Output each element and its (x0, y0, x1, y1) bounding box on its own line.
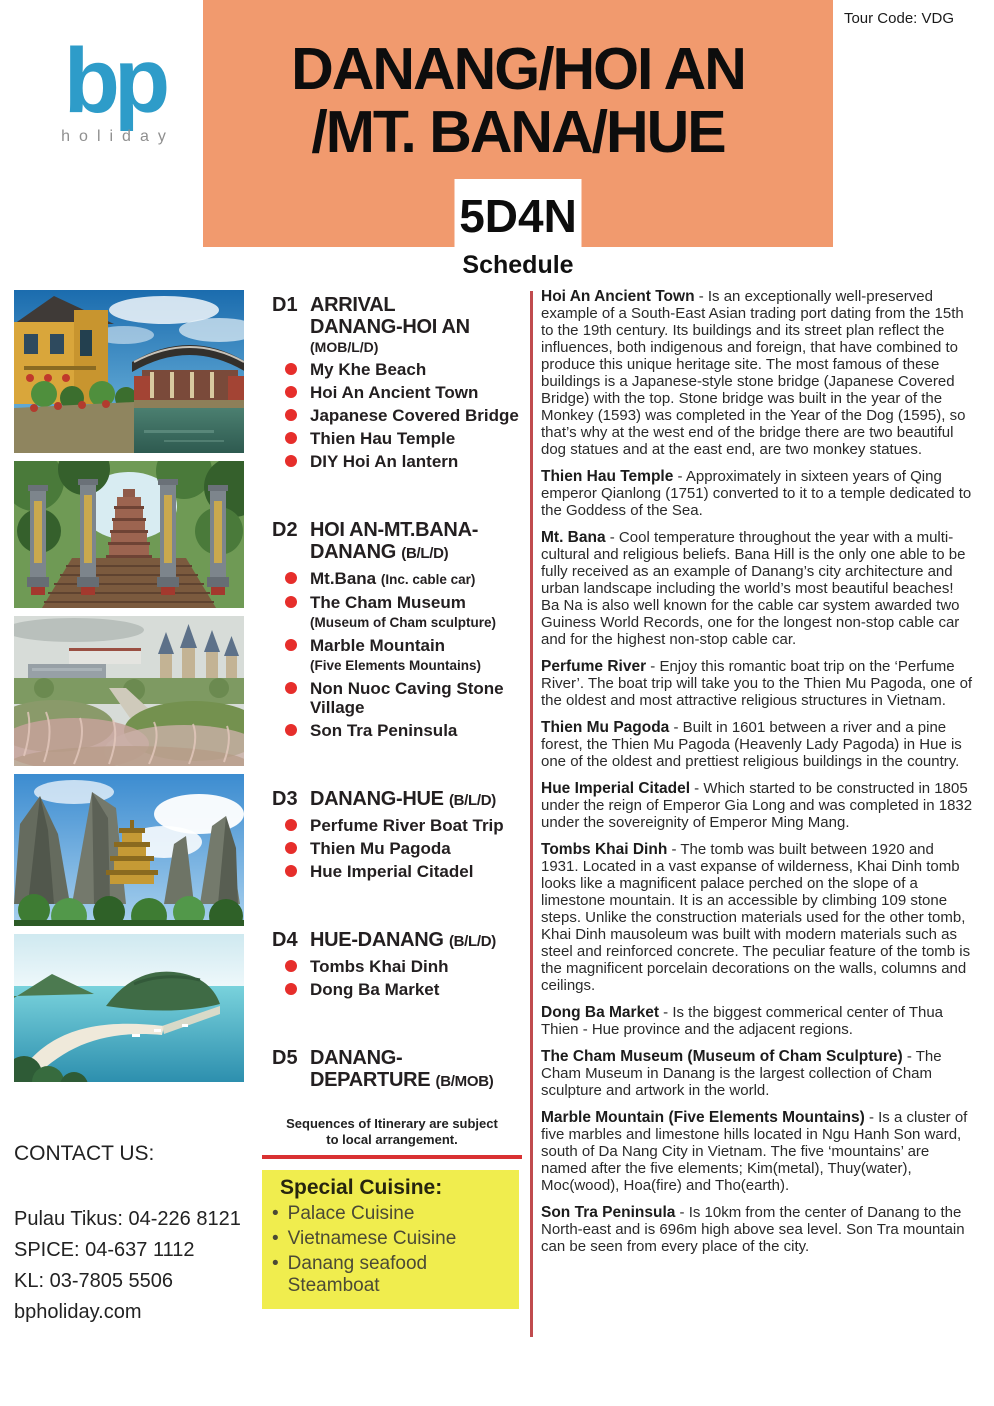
attraction-name: Thien Hau Temple (541, 468, 674, 485)
description-paragraph: Perfume River - Enjoy this romantic boat trip on the ‘Perfume River’. The boat trip will take you to the Thien Mu Pagoda, one of the oldest and most attractive religious structures in Vietnam. (541, 658, 973, 709)
bullet-icon (285, 983, 297, 995)
cuisine-item (272, 1253, 509, 1297)
photo-thien-mu-pagoda (14, 461, 244, 608)
itinerary-item-label: Thien Mu Pagoda (310, 839, 451, 858)
itinerary-item (310, 360, 526, 379)
description-paragraph: Hoi An Ancient Town - Is an exceptionally well-preserved example of a South-East Asian trading port dating from the 15th to the 19th century. Its buildings and its street plan reflect the influences, both indigenous and foreign, that have combined to produce this unique heritage site. The most famous of these buildings is a Japanese-style stone bridge (Japanese Covered Bridge) with the top. Stone bridge was built in the year of the Monkey (1593) was completed in the Year of the Dog (1595), so that’s why at the west end of the bridge there are two beautiful dog statues and at the east end, are two monkey statues. (541, 288, 966, 458)
description-paragraph: Thien Hau Temple - Approximately in sixteen years of Qing emperor Qianlong (1751) converted to it to a temple dedicated to the Goddess of the Sea. (541, 468, 972, 519)
itinerary-item-label: My Khe Beach (310, 360, 427, 379)
itinerary-item (310, 862, 526, 881)
bullet-icon (285, 682, 297, 694)
attraction-name: Dong Ba Market (541, 1004, 659, 1021)
item-note: (Five Elements Mountains) (310, 658, 482, 673)
day-code: D1 (272, 294, 298, 316)
itinerary-item-label: Hue Imperial Citadel (310, 862, 474, 881)
itinerary-item-label: Perfume River Boat Trip (310, 816, 504, 835)
note-line-1: Sequences of Itinerary are subject (286, 1116, 498, 1131)
itinerary-item-label: Marble Mountain (Five Elements Mountains) (310, 636, 482, 673)
meal-code: (B/MOB) (435, 1073, 494, 1090)
day-title: DANANG- DEPARTURE (B/MOB) (310, 1047, 494, 1091)
descriptions-column (541, 288, 975, 1265)
schedule-heading: Schedule (462, 251, 574, 279)
itinerary-item (310, 679, 526, 717)
itinerary-note (263, 1116, 521, 1148)
day-title: ARRIVAL DANANG-HOI AN (310, 294, 470, 338)
itinerary-item (310, 406, 526, 425)
photo-marble-mountain (14, 774, 244, 926)
description-paragraph: Hue Imperial Citadel - Which started to be constructed in 1805 under the reign of Emperor Gia Long and was completed in 1832 under the sovereignity of Emperor Ming Mang. (541, 780, 973, 831)
itinerary-item-label: Tombs Khai Dinh (310, 957, 449, 976)
itinerary-column (272, 294, 526, 1141)
itinerary-day (272, 1047, 526, 1093)
attraction-name: Hue Imperial Citadel (541, 780, 691, 797)
itinerary-item (310, 816, 526, 835)
attraction-name: Hoi An Ancient Town (541, 288, 695, 305)
contact-phone-line: KL: 03-7805 5506 (14, 1270, 174, 1292)
special-cuisine-title: Special Cuisine: (280, 1176, 443, 1199)
attraction-name: Mt. Bana (541, 529, 606, 546)
itinerary-item (310, 593, 526, 632)
day-code: D3 (272, 788, 298, 810)
bullet-icon (285, 386, 297, 398)
itinerary-item-label: Thien Hau Temple (310, 429, 456, 448)
contact-phone-line: SPICE: 04-637 1112 (14, 1239, 195, 1261)
bullet-icon (285, 572, 297, 584)
bullet-icon (285, 842, 297, 854)
attraction-name: Marble Mountain (Five Elements Mountains) (541, 1109, 865, 1126)
bullet-icon (285, 960, 297, 972)
thien-mu-photo-illustration (14, 461, 244, 608)
itinerary-item-label: Mt.Bana (Inc. cable car) (310, 569, 476, 588)
description-paragraph: The Cham Museum (Museum of Cham Sculpture) - The Cham Museum in Danang is the largest collection of Cham sculpture and artwork in the world. (541, 1048, 942, 1099)
meal-code: (B/L/D) (448, 933, 496, 950)
note-line-2: to local arrangement. (326, 1132, 458, 1147)
marble-mountain-photo-illustration (14, 774, 244, 926)
day-body (310, 929, 526, 999)
logo-tagline-text: holiday (61, 128, 175, 145)
day-body (310, 788, 526, 881)
itinerary-item (310, 980, 526, 999)
itinerary-item (310, 569, 526, 589)
meal-code: (B/L/D) (401, 545, 449, 562)
bp-holiday-logo (46, 30, 182, 146)
contact-phone-line: Pulau Tikus: 04-226 8121 (14, 1208, 241, 1230)
bullet-icon (285, 724, 297, 736)
bullet-icon (285, 432, 297, 444)
itinerary-item-label: DIY Hoi An lantern (310, 452, 459, 471)
meal-code: (B/L/D) (448, 792, 496, 809)
itinerary-item (310, 452, 526, 471)
itinerary-day (272, 519, 526, 740)
son-tra-photo-illustration (14, 934, 244, 1082)
itinerary-item (310, 429, 526, 448)
cuisine-item (272, 1228, 509, 1250)
bullet-icon (285, 409, 297, 421)
meal-code: (MOB/L/D) (310, 339, 379, 355)
photo-son-tra-peninsula (14, 934, 244, 1082)
day-body (310, 1047, 526, 1093)
header-banner (203, 0, 833, 247)
attraction-name: Tombs Khai Dinh (541, 841, 668, 858)
description-paragraph: Son Tra Peninsula - Is 10km from the center of Danang to the North-east and is 696m high above sea level. Son Tra mountain can be seen from every place of the city. (541, 1204, 965, 1255)
itinerary-item (310, 383, 526, 402)
day-body (310, 519, 526, 740)
photo-hoi-an-ancient-town (14, 290, 244, 453)
bullet-icon (285, 596, 297, 608)
note-divider-rule (262, 1155, 522, 1159)
cuisine-label: Vietnamese Cuisine (287, 1228, 457, 1249)
itinerary-item (310, 721, 526, 740)
bullet-icon: • (272, 1228, 279, 1249)
itinerary-item-label: Hoi An Ancient Town (310, 383, 479, 402)
bullet-icon (285, 363, 297, 375)
itinerary-item-label: Non Nuoc Caving Stone Village (310, 679, 504, 717)
item-note: (Inc. cable car) (380, 572, 476, 587)
item-note: (Museum of Cham sculpture) (310, 615, 497, 630)
photo-column (14, 290, 244, 1090)
description-paragraph: Marble Mountain (Five Elements Mountains) - Is a cluster of five marbles and limestone hills located in Ngu Hanh Son ward, south of Da Nang City in Vietnam. The five ‘mountains’ are named after the five elements; Kim(metal), Thuy(water), Moc(wood), Hoa(fire) and Tho(earth). (541, 1109, 968, 1194)
description-paragraph: Tombs Khai Dinh - The tomb was built between 1920 and 1931. Located in a vast expanse of wilderness, Khai Dinh tomb looks like a magnificent palace perched on the slope of a limestone mountain. It is an accessible by climbing 109 stone steps. Unlike the construction materials used for the other tomb, Khai Dinh mausoleum was built with modern materials such as steel and reinforced concrete. The peculiar feature of the tomb is the magnificent porcelain decorations on the walls, columns and ceilings. (541, 841, 971, 994)
day-code: D4 (272, 929, 298, 951)
bullet-icon: • (272, 1253, 279, 1274)
contact-section (14, 1142, 254, 1328)
day-body (310, 294, 526, 471)
day-code: D5 (272, 1047, 298, 1069)
photo-ba-na-hills (14, 616, 244, 766)
bullet-icon (285, 865, 297, 877)
itinerary-item-label: The Cham Museum (Museum of Cham sculpture) (310, 593, 497, 630)
itinerary-day (272, 294, 526, 471)
tour-title-line2: /MT. BANA/HUE (311, 99, 725, 165)
itinerary-item-label: Son Tra Peninsula (310, 721, 458, 740)
cuisine-item (272, 1203, 509, 1225)
itinerary-item (310, 957, 526, 976)
cuisine-label: Danang seafood Steamboat (287, 1253, 428, 1296)
tour-title-line1: DANANG/HOI AN (291, 36, 745, 102)
itinerary-item (310, 636, 526, 675)
bullet-icon (285, 819, 297, 831)
bullet-icon (285, 639, 297, 651)
day-title: DANANG-HUE (B/L/D) (310, 788, 496, 810)
attraction-name: Son Tra Peninsula (541, 1204, 676, 1221)
day-title: HUE-DANANG (B/L/D) (310, 929, 496, 951)
duration-badge: 5D4N (455, 179, 582, 253)
bullet-icon: • (272, 1203, 279, 1224)
attraction-name: Thien Mu Pagoda (541, 719, 670, 736)
contact-heading: CONTACT US: (14, 1142, 155, 1165)
description-paragraph: Mt. Bana - Cool temperature throughout the year with a multi-cultural and religious beliefs. Bana Hill is the only one able to be fully received as an example of Danang’s city architecture and urban landscape including the world’s most beautiful beaches! Ba Na is also well known for the cable car system awarded two Guiness World Records, one for the longest non-stop cable car and for the highest non-stop cable car. (541, 529, 966, 648)
bullet-icon (285, 455, 297, 467)
hoi-an-photo-illustration (14, 290, 244, 453)
itinerary-item-label: Japanese Covered Bridge (310, 406, 519, 425)
website-link[interactable]: bpholiday.com (14, 1301, 142, 1323)
logo-brand-text: bp (63, 30, 165, 132)
attraction-name: Perfume River (541, 658, 647, 675)
special-cuisine-box (262, 1170, 519, 1309)
itinerary-day (272, 929, 526, 999)
attraction-name: The Cham Museum (Museum of Cham Sculpture) (541, 1048, 903, 1065)
description-paragraph: Dong Ba Market - Is the biggest commerical center of Thua Thien - Hue province and the adjacent regions. (541, 1004, 944, 1038)
day-title: HOI AN-MT.BANA- DANANG (B/L/D) (310, 519, 479, 563)
cuisine-label: Palace Cuisine (287, 1203, 415, 1224)
ba-na-hills-photo-illustration (14, 616, 244, 766)
description-paragraph: Thien Mu Pagoda - Built in 1601 between a river and a pine forest, the Thien Mu Pagoda (Heavenly Lady Pagoda) in Hue is one of the oldest and prettiest religious buildings in the country. (541, 719, 962, 770)
tour-title (203, 0, 833, 164)
tour-code-label: Tour Code: VDG (843, 10, 954, 27)
day-code: D2 (272, 519, 298, 541)
itinerary-item (310, 839, 526, 858)
column-divider-line (530, 291, 533, 1337)
itinerary-item-label: Dong Ba Market (310, 980, 440, 999)
itinerary-day (272, 788, 526, 881)
